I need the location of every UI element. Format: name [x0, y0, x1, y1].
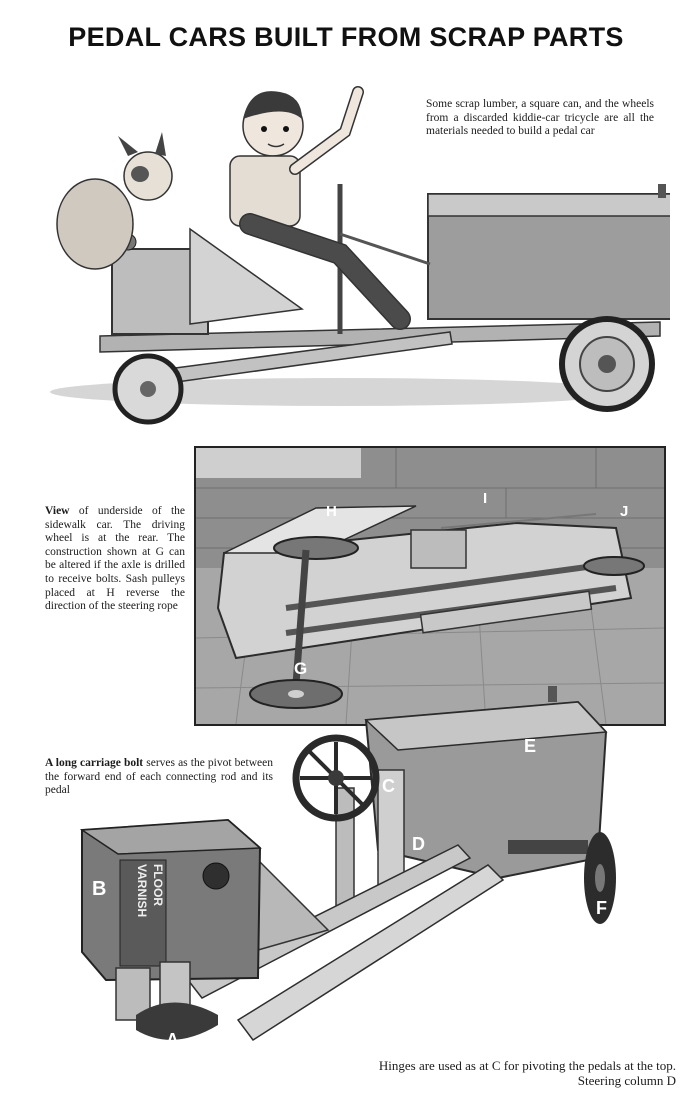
caption-bottom-text: serves as the pivot between the forward end of each connecting rod and its pedal — [45, 757, 273, 797]
label-f: F — [596, 898, 607, 918]
label-i-mid: I — [483, 490, 488, 507]
label-g: G — [294, 659, 308, 678]
caption-middle-text: of underside of the sidewalk car. The driving wheel is at the rear. The construction shown at G can be altered if the axle is drilled to receive bolts. Sash pulleys placed at H reverse the direction of the steering rope — [45, 505, 185, 613]
label-i-bottom: I — [450, 956, 456, 976]
caption-middle-lead: View — [45, 505, 70, 517]
label-h: H — [326, 503, 337, 520]
caption-middle — [45, 505, 185, 614]
label-a: A — [166, 1030, 179, 1050]
label-c: C — [382, 776, 395, 796]
caption-bottom-lead: A long carriage bolt — [45, 757, 144, 769]
illustration-pedal-car-construction — [78, 680, 638, 1058]
can-label-floor: FLOOR — [151, 864, 165, 906]
caption-bottom-right: Hinges are used as at C for pivoting the pedals at the top. Steering column D — [378, 1058, 676, 1088]
label-b: B — [92, 878, 107, 900]
can-label-varnish: VARNISH — [135, 864, 149, 918]
label-j: J — [620, 503, 629, 520]
caption-top: Some scrap lumber, a square can, and the wheels from a discarded kiddie-car tricycle are all the materials needed to build a pedal car — [426, 98, 654, 138]
page-headline: PEDAL CARS BUILT FROM SCRAP PARTS — [68, 22, 624, 52]
label-d: D — [412, 834, 425, 854]
label-e: E — [524, 736, 537, 756]
